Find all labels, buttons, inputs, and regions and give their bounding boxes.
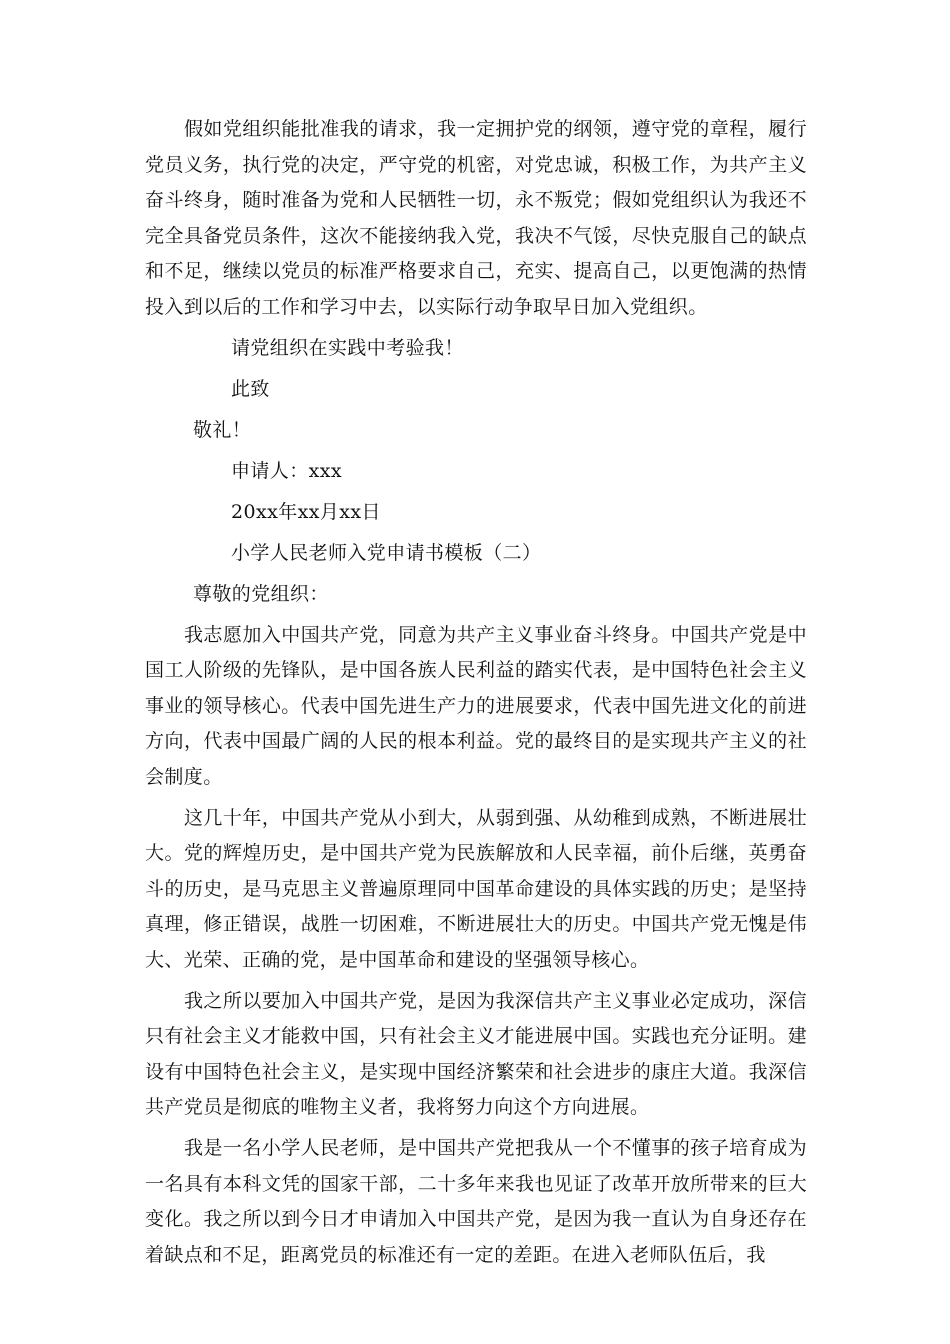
template-title: 小学人民老师入党申请书模板（二） [231,541,542,564]
application-date: 20xx年xx月xx日 [231,500,381,523]
closing-cizhi: 此致 [231,377,270,400]
applicant-signature: 申请人：xxx [231,459,342,482]
document-body [145,112,807,1279]
paragraph-teacher: 我是一名小学人民老师，是中国共产党把我从一个不懂事的孩子培育成为一名具有本科文凭的国家干部，二十多年来我也见证了改革开放所带来的巨大变化。我之所以到今日才申请加入中国共产党，是因为我一直认为自身还存在着缺点和不足，距离党员的标准还有一定的差距。在进入老师队伍后，我 [145,1137,807,1266]
exam-line: 请党组织在实践中考验我！ [231,336,464,359]
paragraph-pledge: 假如党组织能批准我的请求，我一定拥护党的纲领，遵守党的章程，履行党员义务，执行党的决定，严守党的机密，对党忠诚，积极工作，为共产主义奋斗终身，随时准备为党和人民牺牲一切，永不叛党；假如党组织认为我还不完全具备党员条件，这次不能接纳我入党，我决不气馁，尽快克服自己的缺点和不足，继续以党员的标准严格要求自己，充实、提高自己，以更饱满的热情投入到以后的工作和学习中去，以实际行动争取早日加入党组织。 [145,118,807,318]
paragraph-reason: 我之所以要加入中国共产党，是因为我深信共产主义事业必定成功，深信只有社会主义才能救中国，只有社会主义才能进展中国。实践也充分证明。建设有中国特色社会主义，是实现中国经济繁荣和社会进步的康庄大道。我深信共产党员是彻底的唯物主义者，我将努力向这个方向进展。 [145,989,807,1118]
paragraph-volunteer: 我志愿加入中国共产党，同意为共产主义事业奋斗终身。中国共产党是中国工人阶级的先锋队，是中国各族人民利益的踏实代表，是中国特色社会主义事业的领导核心。代表中国先进生产力的进展要求，代表中国先进文化的前进方向，代表中国最广阔的人民的根本利益。党的最终目的是实现共产主义的社会制度。 [145,623,807,788]
paragraph-history: 这几十年，中国共产党从小到大，从弱到强、从幼稚到成熟，不断进展壮大。党的辉煌历史，是中国共产党为民族解放和人民幸福，前仆后继，英勇奋斗的历史，是马克思主义普遍原理同中国革命建设的具体实践的历史；是坚持真理，修正错误，战胜一切困难，不断进展壮大的历史。中国共产党无愧是伟大、光荣、正确的党，是中国革命和建设的坚强领导核心。 [145,806,807,971]
salutation: 尊敬的党组织： [193,582,329,605]
closing-jingli: 敬礼！ [193,418,252,441]
